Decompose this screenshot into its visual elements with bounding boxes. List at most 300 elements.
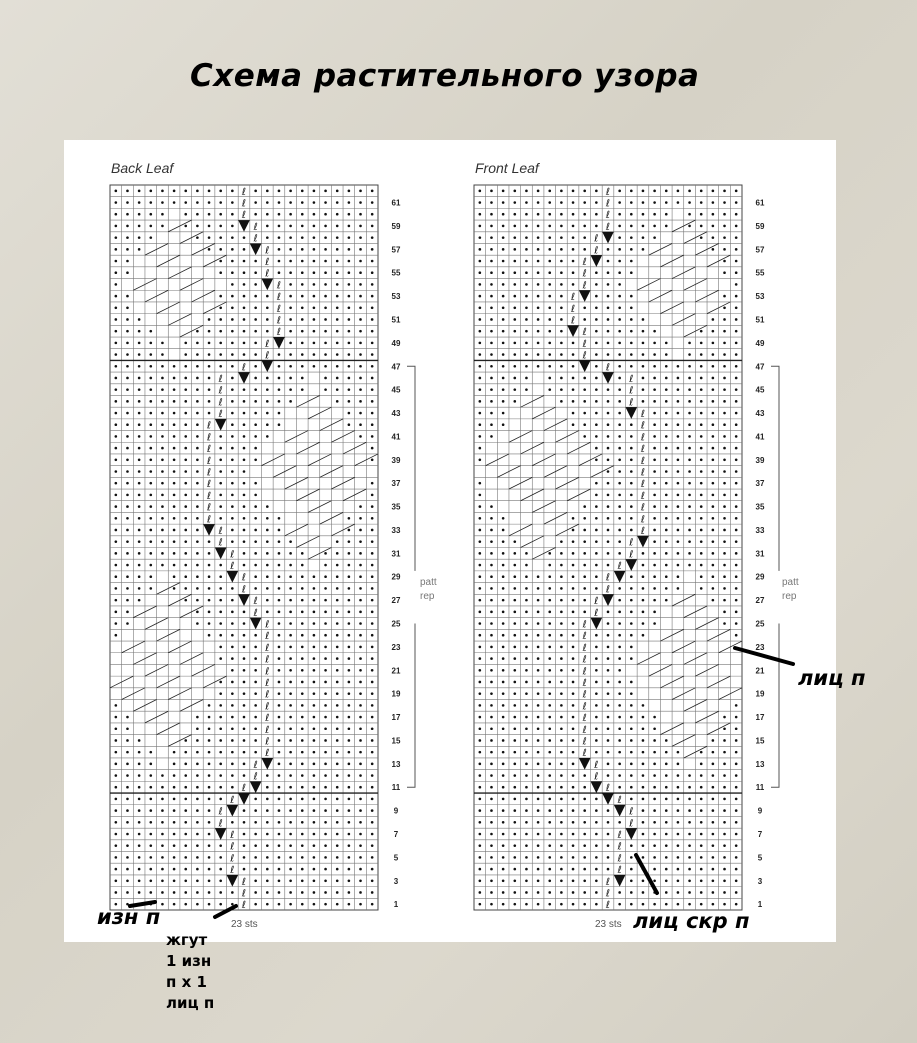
knit-tbl-stitch: ℓ [594,607,599,619]
purl-dot [266,809,269,812]
purl-dot [173,494,176,497]
purl-dot [196,891,199,894]
purl-dot [677,505,680,508]
purl-dot [196,879,199,882]
purl-dot [196,201,199,204]
purl-dot [219,236,222,239]
purl-dot [231,611,234,614]
purl-dot [723,833,726,836]
purl-dot [560,248,563,251]
purl-dot [289,716,292,719]
purl-dot [173,470,176,473]
purl-dot [126,295,129,298]
purl-dot [301,669,304,672]
purl-dot [336,833,339,836]
purl-dot [231,412,234,415]
purl-dot [560,879,563,882]
purl-dot [630,365,633,368]
purl-dot [184,458,187,461]
purl-dot [560,622,563,625]
purl-dot [313,271,316,274]
purl-dot [490,646,493,649]
purl-dot [196,727,199,730]
purl-dot [359,704,362,707]
purl-dot [324,809,327,812]
purl-dot [525,704,528,707]
purl-dot [479,611,482,614]
purl-dot [126,716,129,719]
purl-dot [583,225,586,228]
purl-dot [231,704,234,707]
purl-dot [266,868,269,871]
purl-dot [479,809,482,812]
purl-dot [115,190,118,193]
purl-dot [115,400,118,403]
purl-dot [502,646,505,649]
purl-dot [712,564,715,567]
purl-dot [479,447,482,450]
knit-tbl-stitch: ℓ [206,420,212,432]
purl-dot [677,470,680,473]
purl-dot [572,564,575,567]
purl-dot [572,271,575,274]
purl-dot [630,646,633,649]
purl-dot [572,903,575,906]
purl-dot [607,505,610,508]
purl-dot [513,903,516,906]
purl-dot [324,190,327,193]
purl-dot [735,821,738,824]
purl-dot [231,447,234,450]
knit-tbl-stitch: ℓ [253,596,258,608]
purl-dot [243,564,246,567]
purl-dot [548,774,551,777]
purl-dot [618,412,621,415]
purl-dot [254,891,257,894]
purl-dot [595,365,598,368]
purl-dot [336,400,339,403]
purl-dot [231,482,234,485]
purl-dot [138,435,141,438]
purl-dot [243,751,246,754]
purl-dot [513,868,516,871]
purl-dot [490,412,493,415]
purl-dot [313,225,316,228]
knit-tbl-stitch: ℓ [629,806,634,818]
purl-dot [583,213,586,216]
purl-dot [348,400,351,403]
purl-dot [149,575,152,578]
purl-dot [595,833,598,836]
purl-dot [208,353,211,356]
purl-dot [266,774,269,777]
purl-dot [490,435,493,438]
purl-dot [371,622,374,625]
row-label: 33 [391,525,401,535]
knit-tbl-stitch: ℓ [218,409,223,421]
purl-dot [173,833,176,836]
purl-dot [126,318,129,321]
purl-dot [723,330,726,333]
purl-dot [665,482,668,485]
purl-dot [208,365,211,368]
purl-dot [712,494,715,497]
purl-dot [700,798,703,801]
purl-dot [231,494,234,497]
purl-dot [630,611,633,614]
purl-dot [278,751,281,754]
purl-dot [348,575,351,578]
purl-dot [607,669,610,672]
purl-dot [665,587,668,590]
purl-dot [138,190,141,193]
purl-dot [513,190,516,193]
purl-dot [607,844,610,847]
purl-dot [595,657,598,660]
purl-dot [126,751,129,754]
purl-dot [348,248,351,251]
purl-dot [525,716,528,719]
purl-dot [289,599,292,602]
purl-dot [502,271,505,274]
purl-dot [525,833,528,836]
purl-dot [572,201,575,204]
purl-dot [348,856,351,859]
purl-dot [126,833,129,836]
purl-dot [231,225,234,228]
purl-dot [231,529,234,532]
purl-dot [548,295,551,298]
purl-dot [479,388,482,391]
purl-dot [583,236,586,239]
purl-dot [537,306,540,309]
purl-dot [525,763,528,766]
purl-dot [313,190,316,193]
purl-dot [126,236,129,239]
purl-dot [490,704,493,707]
purl-dot [700,575,703,578]
purl-dot [618,190,621,193]
purl-dot [254,306,257,309]
purl-dot [490,622,493,625]
purl-dot [572,786,575,789]
knit-tbl-stitch: ℓ [218,525,223,537]
purl-dot [723,622,726,625]
purl-dot [537,751,540,754]
purl-dot [572,716,575,719]
purl-dot [479,692,482,695]
purl-dot [572,821,575,824]
purl-dot [572,213,575,216]
knit-tbl-stitch: ℓ [594,759,599,771]
purl-dot [231,622,234,625]
purl-dot [583,833,586,836]
purl-dot [630,306,633,309]
purl-dot [243,868,246,871]
purl-dot [149,587,152,590]
purl-dot [278,786,281,789]
purl-dot [289,248,292,251]
purl-dot [313,821,316,824]
purl-dot [712,470,715,473]
purl-dot [618,634,621,637]
purl-dot [479,377,482,380]
purl-dot [723,353,726,356]
purl-dot [254,388,257,391]
purl-dot [560,190,563,193]
purl-dot [712,540,715,543]
purl-dot [219,564,222,567]
purl-dot [607,260,610,263]
purl-dot [548,190,551,193]
purl-dot [723,821,726,824]
purl-dot [278,868,281,871]
purl-dot [595,634,598,637]
purl-dot [537,868,540,871]
purl-dot [548,318,551,321]
purl-dot [560,306,563,309]
purl-dot [560,833,563,836]
purl-dot [572,657,575,660]
purl-dot [665,505,668,508]
purl-dot [254,353,257,356]
purl-dot [371,646,374,649]
purl-dot [161,774,164,777]
purl-dot [348,903,351,906]
purl-dot [607,295,610,298]
purl-dot [513,879,516,882]
purl-dot [607,739,610,742]
purl-dot [115,377,118,380]
purl-dot [219,844,222,847]
row-label: 31 [755,549,765,559]
purl-dot [149,809,152,812]
purl-dot [548,903,551,906]
purl-dot [371,517,374,520]
knit-tbl-stitch: ℓ [265,677,270,689]
purl-dot [219,494,222,497]
purl-dot [735,295,738,298]
purl-dot [513,809,516,812]
purl-dot [490,190,493,193]
purl-dot [301,704,304,707]
purl-dot [479,342,482,345]
purl-dot [595,190,598,193]
purl-dot [161,213,164,216]
purl-dot [537,353,540,356]
purl-dot [149,891,152,894]
purl-dot [196,353,199,356]
row-label: 27 [755,596,765,606]
purl-dot [115,739,118,742]
row-label: 13 [755,759,765,769]
purl-dot [219,353,222,356]
purl-dot [254,692,257,695]
purl-dot [502,423,505,426]
purl-dot [618,295,621,298]
knit-tbl-stitch: ℓ [582,736,587,748]
purl-dot [219,868,222,871]
purl-dot [513,283,516,286]
purl-dot [348,517,351,520]
purl-dot [642,774,645,777]
purl-dot [184,552,187,555]
purl-dot [572,575,575,578]
purl-dot [313,681,316,684]
knit-tbl-stitch: ℓ [629,397,634,409]
purl-dot [618,435,621,438]
purl-dot [595,213,598,216]
purl-dot [653,844,656,847]
purl-dot [653,833,656,836]
purl-dot [336,564,339,567]
purl-dot [115,260,118,263]
purl-dot [313,669,316,672]
purl-dot [618,225,621,228]
purl-dot [712,201,715,204]
purl-dot [502,295,505,298]
purl-dot [735,634,738,637]
purl-dot [548,306,551,309]
purl-dot [607,412,610,415]
purl-dot [677,891,680,894]
purl-dot [618,774,621,777]
purl-dot [138,564,141,567]
knit-tbl-stitch: ℓ [640,490,646,502]
purl-dot [173,505,176,508]
purl-dot [642,564,645,567]
purl-dot [665,540,668,543]
purl-dot [184,213,187,216]
purl-dot [618,727,621,730]
purl-dot [502,774,505,777]
purl-dot [537,260,540,263]
purl-dot [149,342,152,345]
knit-tbl-stitch: ℓ [617,841,622,853]
purl-dot [359,564,362,567]
purl-dot [173,529,176,532]
purl-dot [688,435,691,438]
purl-dot [184,423,187,426]
purl-dot [208,400,211,403]
purl-dot [618,587,621,590]
purl-dot [138,587,141,590]
purl-dot [336,763,339,766]
purl-dot [525,739,528,742]
row-label: 37 [391,479,401,489]
annotation-cable [166,930,214,1014]
purl-dot [115,868,118,871]
knit-tbl-stitch: ℓ [206,514,212,526]
row-label: 33 [755,525,765,535]
purl-dot [583,599,586,602]
purl-dot [712,809,715,812]
purl-dot [359,190,362,193]
purl-dot [712,377,715,380]
purl-dot [371,552,374,555]
purl-dot [324,622,327,625]
purl-dot [607,763,610,766]
purl-dot [479,318,482,321]
purl-dot [301,903,304,906]
purl-dot [149,856,152,859]
purl-dot [254,564,257,567]
annotation-cable-line: 1 изн [166,952,212,970]
purl-dot [115,213,118,216]
purl-dot [138,751,141,754]
purl-dot [324,365,327,368]
purl-dot [560,669,563,672]
purl-dot [324,798,327,801]
repeat-bracket [407,366,415,787]
purl-dot [243,470,246,473]
purl-dot [324,833,327,836]
purl-dot [572,751,575,754]
purl-dot [607,727,610,730]
purl-dot [243,494,246,497]
purl-dot [735,704,738,707]
purl-dot [630,458,633,461]
purl-dot [502,763,505,766]
purl-dot [231,353,234,356]
purl-dot [278,412,281,415]
purl-dot [735,564,738,567]
purl-dot [266,435,269,438]
purl-dot [208,611,211,614]
purl-dot [324,611,327,614]
purl-dot [208,751,211,754]
purl-dot [359,657,362,660]
purl-dot [219,622,222,625]
purl-dot [243,306,246,309]
purl-dot [149,751,152,754]
purl-dot [513,622,516,625]
knit-tbl-stitch: ℓ [582,748,587,760]
purl-dot [537,704,540,707]
purl-dot [677,844,680,847]
purl-dot [254,482,257,485]
purl-dot [336,575,339,578]
purl-dot [138,809,141,812]
purl-dot [723,844,726,847]
purl-dot [313,599,316,602]
purl-dot [138,552,141,555]
purl-dot [560,751,563,754]
knit-tbl-stitch: ℓ [265,257,270,269]
purl-dot [677,458,680,461]
purl-dot [583,903,586,906]
purl-dot [560,809,563,812]
purl-dot [184,505,187,508]
purl-dot [642,575,645,578]
purl-dot [607,470,610,473]
purl-dot [266,330,269,333]
purl-dot [184,470,187,473]
row-label: 1 [393,900,399,910]
purl-dot [184,879,187,882]
purl-dot [126,190,129,193]
purl-dot [502,213,505,216]
purl-dot [490,552,493,555]
purl-dot [161,540,164,543]
purl-dot [513,763,516,766]
row-label: 49 [391,338,401,348]
purl-dot [548,330,551,333]
purl-dot [359,646,362,649]
purl-dot [184,798,187,801]
purl-dot [677,751,680,754]
purl-dot [548,552,551,555]
